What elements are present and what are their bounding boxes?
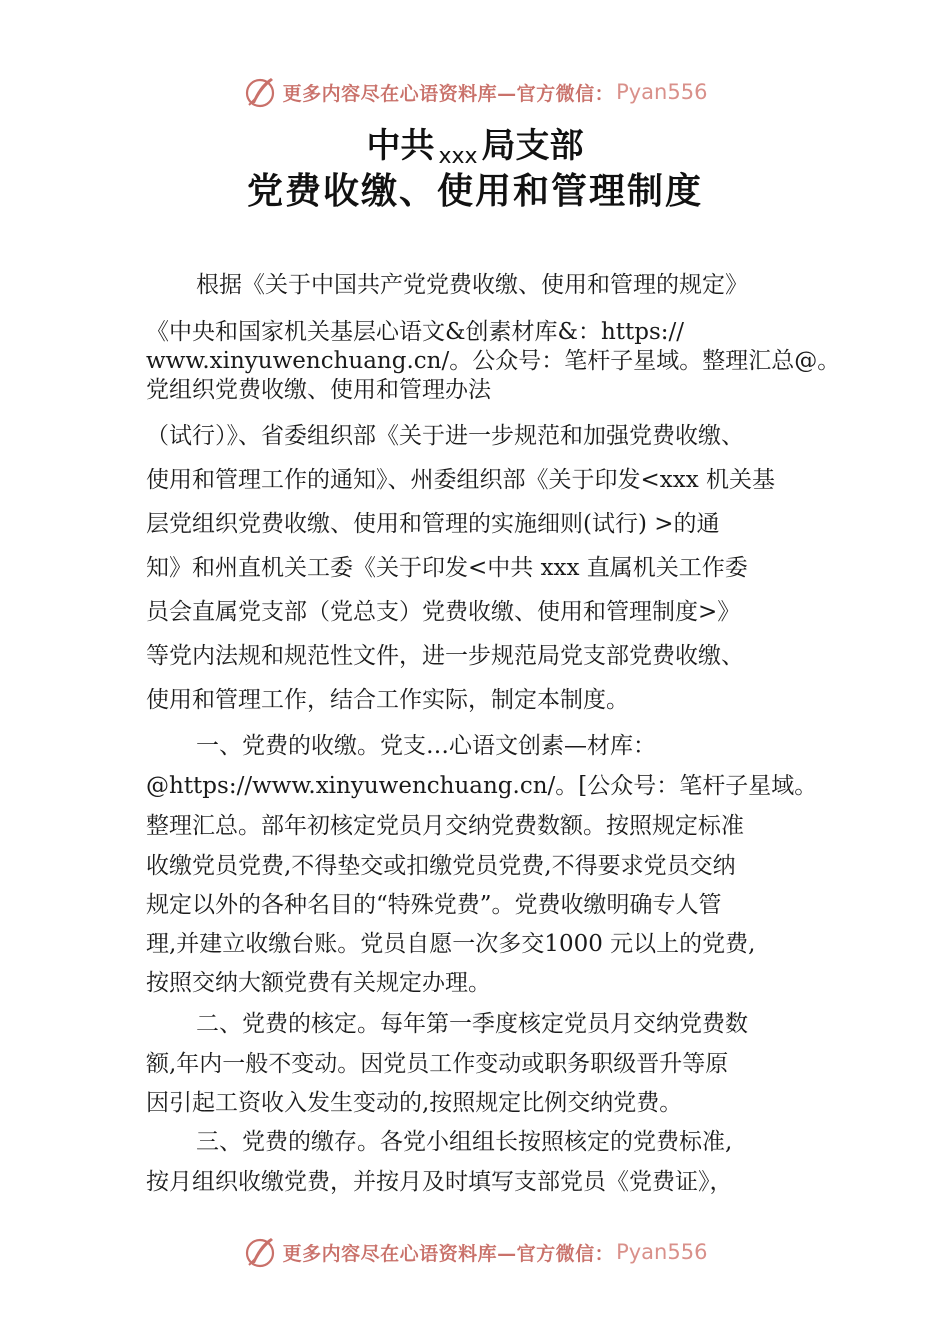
body-line: 三、党费的缴存。各党小组组长按照核定的党费标准, <box>196 1129 733 1155</box>
body-line: 使用和管理工作的通知》、州委组织部《关于印发<xxx 机关基 <box>146 467 775 493</box>
body-line: 等党内法规和规范性文件，进一步规范局党支部党费收缴、 <box>146 643 744 669</box>
body-line: 根据《关于中国共产党党费收缴、使用和管理的规定》 <box>196 272 748 298</box>
body-line: 额,年内一般不变动。因党员工作变动或职务职级晋升等原 <box>146 1051 729 1077</box>
body-line: 整理汇总。部年初核定党员月交纳党费数额。按照规定标准 <box>146 813 744 839</box>
body-line: 知》和州直机关工委《关于印发<中共 xxx 直属机关工作委 <box>146 555 748 581</box>
banner-brand-text: 更多内容尽在心语资料库—官方微信： <box>282 1242 615 1265</box>
title-part-b: 局支部 <box>481 126 584 166</box>
body-line: 因引起工资收入发生变动的,按照规定比例交纳党费。 <box>146 1090 683 1116</box>
body-line: 使用和管理工作，结合工作实际，制定本制度。 <box>146 687 629 713</box>
body-line: www.xinyuwenchuang.cn/。公众号：笔杆子星域。整理汇总@。 <box>146 348 841 374</box>
title-placeholder-xxx: xxx <box>438 144 478 169</box>
body-line: 《中央和国家机关基层心语文&创素材库&：https:// <box>146 319 685 345</box>
body-line: 层党组织党费收缴、使用和管理的实施细则(试行) >的通 <box>146 511 720 537</box>
body-line: （试行）》、省委组织部《关于进一步规范和加强党费收缴、 <box>146 423 744 449</box>
body-line: 按照交纳大额党费有关规定办理。 <box>146 970 491 996</box>
body-line: @https://www.xinyuwenchuang.cn/。[公众号：笔杆子星域。 <box>146 773 818 799</box>
title-part-a: 中共 <box>366 126 435 166</box>
footer-banner <box>0 1230 950 1274</box>
body-line: 收缴党员党费,不得垫交或扣缴党员党费,不得要求党员交纳 <box>146 853 736 879</box>
banner-brand-text: 更多内容尽在心语资料库—官方微信： <box>282 82 615 105</box>
body-line: 二、党费的核定。每年第一季度核定党员月交纳党费数 <box>196 1011 748 1037</box>
body-line: 按月组织收缴党费，并按月及时填写支部党员《党费证》， <box>146 1169 733 1195</box>
quill-pen-logo-icon <box>243 75 277 109</box>
header-banner <box>0 70 950 114</box>
body-line: 理,并建立收缴台账。党员自愿一次多交1000 元以上的党费, <box>146 931 756 957</box>
body-line: 规定以外的各种名目的“特殊党费”。党费收缴明确专人管 <box>146 892 722 918</box>
document-title-line-2: 党费收缴、使用和管理制度 <box>246 170 703 212</box>
banner-wechat-handle: Pyan556 <box>616 1240 708 1264</box>
body-line: 一、党费的收缴。党支…心语文创素—材库： <box>196 733 656 759</box>
body-line: 党组织党费收缴、使用和管理办法 <box>146 377 491 403</box>
quill-pen-logo-icon <box>243 1235 277 1269</box>
body-line: 员会直属党支部（党总支）党费收缴、使用和管理制度>》 <box>146 599 741 625</box>
banner-wechat-handle: Pyan556 <box>616 80 708 104</box>
